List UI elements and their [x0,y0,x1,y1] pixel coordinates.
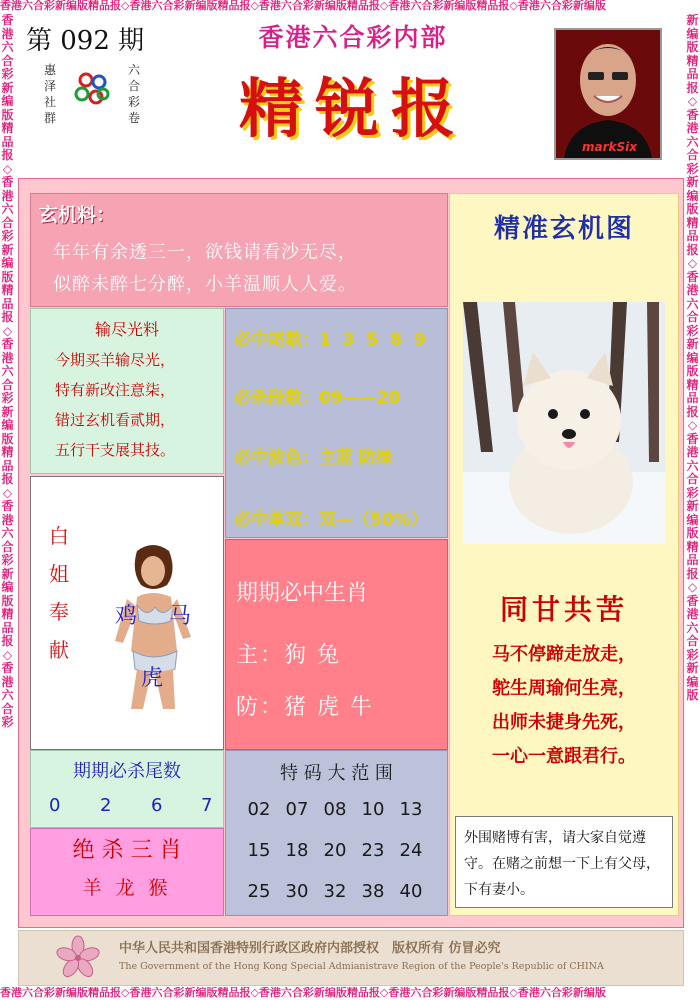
prediction-value-2: 09——20 [319,388,401,408]
tema-cell: 32 [323,881,347,902]
bauhinia-emblem-icon [55,935,101,981]
right-border-text: 新编版精品报◇香港六合彩新编版精品报◇香港六合彩新编版精品报◇香港六合彩新编版精品报◇香港六合彩新编版 [686,14,699,702]
juesha-title: 绝 杀 三 肖 [72,838,182,863]
tema-row-3 [240,881,430,902]
puppy-icon [463,302,665,544]
tema-cell: 10 [361,799,385,820]
prediction-value-1: 1 3 5 8 9 [319,330,429,350]
lottery-logo-icon [72,70,112,110]
brand-right [124,62,144,126]
juesha-panel [30,828,224,916]
juesha-animals: 羊 龙 猴 [82,877,172,899]
brand-left [40,62,60,126]
xuanji-panel [30,193,448,307]
prediction-row-3 [234,443,393,468]
tema-panel [225,750,448,916]
host-photo [554,28,662,160]
tema-cell: 15 [247,840,271,861]
predictions-panel [225,308,448,538]
shujin-line-1: 今期买羊输尽光， [55,351,176,369]
prediction-value-4: 双—（50%） [319,510,428,530]
header [18,14,682,174]
prediction-label-1: 必中尾数： [234,330,319,350]
prediction-label-2: 必杀段数： [234,388,319,408]
gift-side-label: 白姐奉献 [49,524,69,662]
shujin-title: 输尽光料 [94,320,159,339]
shujin-line-3: 错过玄机看贰期， [55,411,176,429]
prediction-row-1 [234,325,429,350]
tema-cell: 13 [399,799,423,820]
bisha-number-2: 2 [100,795,112,816]
footer [18,930,684,986]
shengxiao-fang: 防：猪 虎 牛 [236,695,374,720]
puppy-image [463,302,665,544]
notice-text: 外围赌博有害，请大家自觉遵守。在赌之前想一下上有父母，下有妻小。 [464,830,660,898]
portrait-icon [556,30,660,158]
bisha-number-3: 6 [151,795,163,816]
bottom-border-text: 香港六合彩新编版精品报◇香港六合彩新编版精品报◇香港六合彩新编版精品报◇香港六合彩新编版精品报◇香港六合彩新编版 [0,987,606,999]
bisha-title: 期期必杀尾数 [73,761,181,782]
bisha-number-1: 0 [49,795,61,816]
brand-right-text: 六合彩卷 [127,63,140,125]
shengxiao-title: 期期必中生肖 [236,581,369,606]
footer-en: The Government of the Hong Kong Special Admianistrave Region of the People's Republic of CHINA [119,961,604,972]
gift-word-1: 鸡 [115,604,138,629]
shengxiao-panel [225,539,448,750]
tema-cell: 20 [323,840,347,861]
prediction-label-4: 必中单双： [234,510,319,530]
prediction-label-3: 必中波色： [234,448,319,468]
photo-caption: markSix [582,140,637,154]
tema-cell: 02 [247,799,271,820]
gift-side-text [47,517,71,669]
xuanji-line-1: 年年有余透三一，欲钱请看沙无尽， [53,242,357,263]
gift-word-2: 马 [169,604,192,629]
poem-line-3: 出师未捷身先死， [492,712,636,733]
xuanji-line-2: 似醉未醉七分醉，小羊温顺人人爱。 [53,274,357,295]
issue-number: 第 092 期 [26,26,145,56]
prediction-row-2 [234,383,400,408]
tema-cell: 25 [247,881,271,902]
right-panel [449,193,679,916]
tema-cell: 38 [361,881,385,902]
tema-row-2 [240,840,430,861]
bisha-panel [30,750,224,828]
prediction-row-4 [234,505,428,530]
prediction-value-3: 主蓝 防绿 [319,448,393,468]
tema-cell: 07 [285,799,309,820]
shujin-line-4: 五行干支展其技。 [55,441,176,459]
tema-cell: 18 [285,840,309,861]
tema-cell: 40 [399,881,423,902]
shengxiao-main: 主：狗 兔 [236,643,341,668]
tema-cell: 24 [399,840,423,861]
footer-cn: 中华人民共和国香港特别行政区政府内部授权 版权所有 仿冒必究 [119,941,501,956]
gift-word-3: 虎 [141,666,164,691]
tema-cell: 08 [323,799,347,820]
poem-line-2: 鸵生周瑜何生亮， [492,678,636,699]
brand-left-text: 惠泽社群 [43,63,56,125]
shujin-panel [30,308,224,474]
tema-cell: 23 [361,840,385,861]
tema-title: 特 码 大 范 围 [280,763,393,784]
gift-panel [30,476,224,750]
right-panel-title: 精准玄机图 [493,214,634,244]
poem-line-4: 一心一意跟君行。 [492,746,636,767]
tema-row-1 [240,799,430,820]
left-border-text: 香港六合彩新编版精品报◇香港六合彩新编版精品报◇香港六合彩新编版精品报◇香港六合彩新编版精品报◇香港六合彩 [1,14,14,729]
xuanji-label: 玄机料： [39,204,116,226]
shujin-line-2: 特有新改注意柒， [55,381,176,399]
newspaper-subtitle: 香港六合彩内部 [258,23,448,52]
poem-title: 同甘共苦 [499,593,628,626]
poem-line-1: 马不停蹄走放走， [492,644,636,665]
top-border-text: 香港六合彩新编版精品报◇香港六合彩新编版精品报◇香港六合彩新编版精品报◇香港六合彩新编版精品报◇香港六合彩新编版 [0,0,606,12]
tema-cell: 30 [285,881,309,902]
newspaper-title: 精锐报 [239,72,467,147]
bisha-number-4: 7 [201,795,213,816]
notice-box [455,816,673,908]
